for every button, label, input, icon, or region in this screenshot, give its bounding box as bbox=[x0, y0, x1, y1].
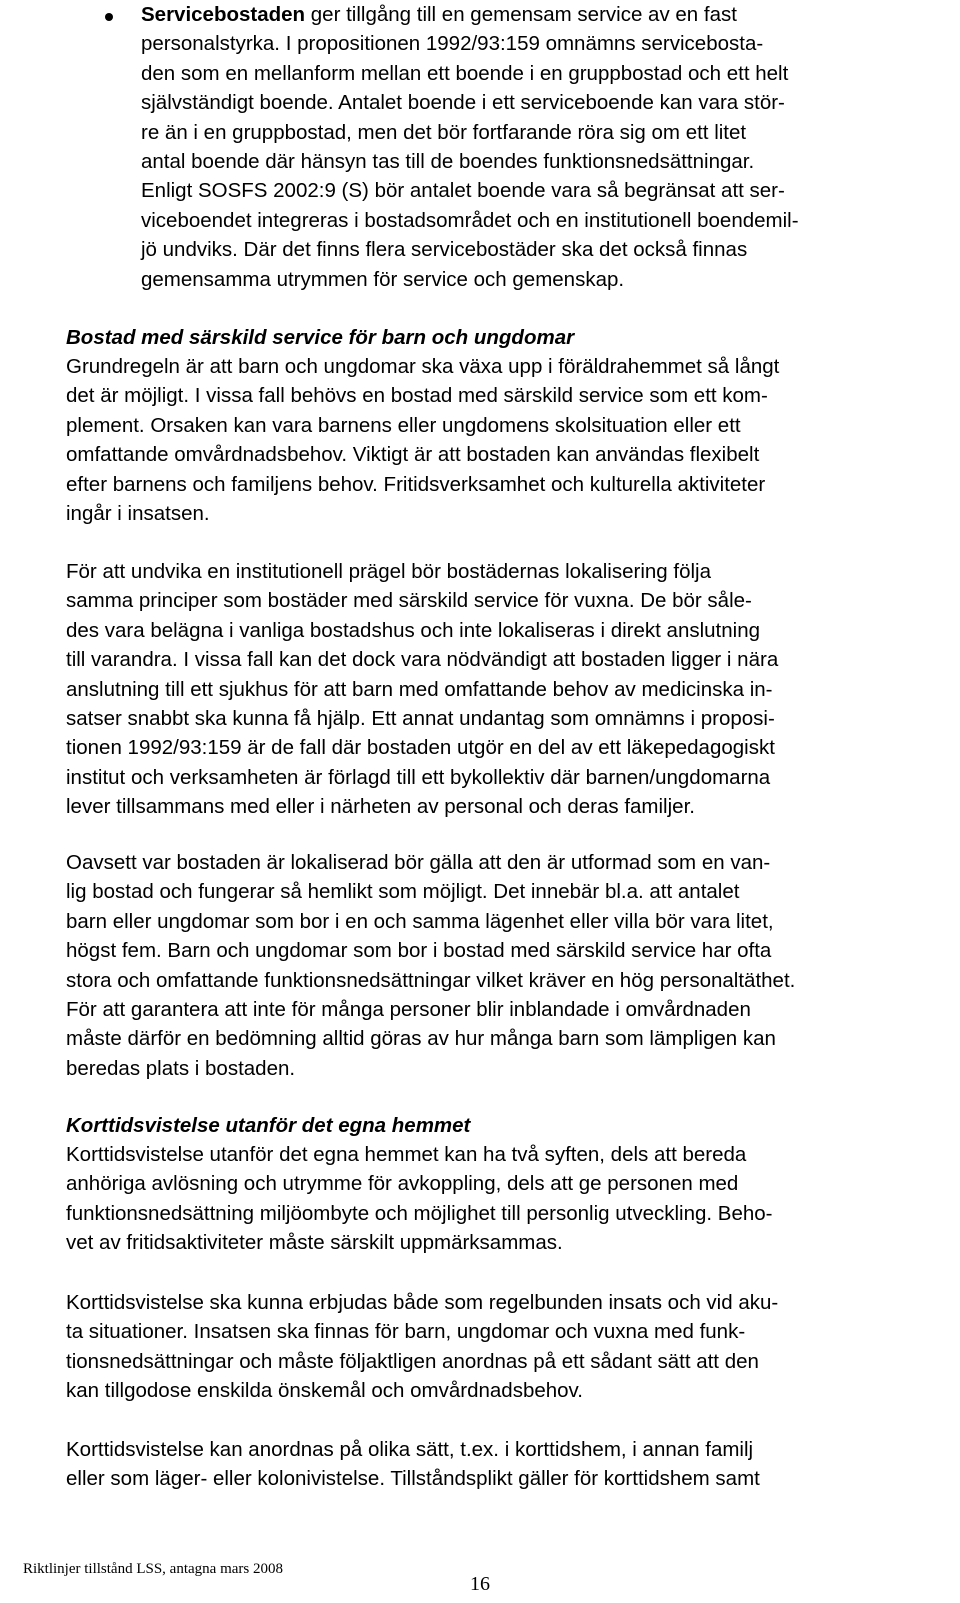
text-line: Servicebostaden ger tillgång till en gemensam service av en fast bbox=[141, 3, 737, 26]
paragraph bbox=[66, 557, 946, 822]
paragraph bbox=[66, 352, 946, 528]
page-number: 16 bbox=[470, 1573, 490, 1595]
text-line: det är möjligt. I vissa fall behövs en bostad med särskild service som ett kom- bbox=[66, 384, 768, 408]
text-line: Enligt SOSFS 2002:9 (S) bör antalet boende vara så begränsat att ser- bbox=[141, 179, 785, 203]
section-heading-korttidsvistelse: Korttidsvistelse utanför det egna hemmet bbox=[66, 1114, 471, 1137]
text-line: tionen 1992/93:159 är de fall där bostaden utgör en del av ett läkepedagogiskt bbox=[66, 736, 775, 760]
text-line: För att garantera att inte för många personer blir inblandade i omvårdnaden bbox=[66, 998, 751, 1022]
text-line: Oavsett var bostaden är lokaliserad bör gälla att den är utformad som en van- bbox=[66, 851, 771, 874]
text-line: Grundregeln är att barn och ungdomar ska växa upp i föräldrahemmet så långt bbox=[66, 355, 780, 378]
text-line: Korttidsvistelse kan anordnas på olika sätt, t.ex. i korttidshem, i annan familj bbox=[66, 1438, 754, 1461]
text-line: lever tillsammans med eller i närheten av personal och deras familjer. bbox=[66, 795, 695, 819]
text-line: funktionsnedsättning miljöombyte och möjlighet till personlig utveckling. Beho- bbox=[66, 1201, 773, 1225]
text-line: För att undvika en institutionell prägel bör bostädernas lokalisering följa bbox=[66, 560, 711, 583]
text-line: högst fem. Barn och ungdomar som bor i bostad med särskild service har ofta bbox=[66, 939, 772, 963]
text-line: anslutning till ett sjukhus för att barn med omfattande behov av medicinska in- bbox=[66, 677, 773, 701]
text-line: självständigt boende. Antalet boende i ett serviceboende kan vara stör- bbox=[141, 91, 785, 115]
text-line: tionsnedsättningar och måste följaktligen anordnas på ett sådant sätt att den bbox=[66, 1349, 759, 1373]
text-line: gemensamma utrymmen för service och gemenskap. bbox=[141, 267, 625, 291]
paragraph bbox=[66, 1435, 946, 1494]
text-line: ta situationer. Insatsen ska finnas för barn, ungdomar och vuxna med funk- bbox=[66, 1320, 746, 1344]
text-line: måste därför en bedömning alltid göras av hur många barn som lämpligen kan bbox=[66, 1027, 776, 1051]
paragraph bbox=[66, 1288, 946, 1406]
text-line: kan tillgodose enskilda önskemål och omvårdnadsbehov. bbox=[66, 1379, 583, 1403]
section-heading-barn-ungdomar: Bostad med särskild service för barn och ungdomar bbox=[66, 326, 575, 349]
paragraph bbox=[66, 848, 946, 1083]
footer-document-title: Riktlinjer tillstånd LSS, antagna mars 2008 bbox=[23, 1561, 283, 1577]
text-line: ingår i insatsen. bbox=[66, 502, 210, 526]
text-line: efter barnens och familjens behov. Fritidsverksamhet och kulturella aktiviteter bbox=[66, 472, 766, 496]
text-line: den som en mellanform mellan ett boende i en gruppbostad och ett helt bbox=[141, 61, 789, 85]
text-line: lig bostad och fungerar så hemlikt som möjligt. Det innebär bl.a. att antalet bbox=[66, 880, 740, 904]
text-line: anhöriga avlösning och utrymme för avkoppling, dels att ge personen med bbox=[66, 1172, 739, 1196]
text-line: eller som läger- eller kolonivistelse. Tillståndsplikt gäller för korttidshem samt bbox=[66, 1467, 760, 1491]
bullet-term: Servicebostaden bbox=[141, 3, 306, 26]
bullet-dot bbox=[105, 13, 113, 21]
text-line: Korttidsvistelse ska kunna erbjudas både som regelbunden insats och vid aku- bbox=[66, 1291, 779, 1314]
text-line: vet av fritidsaktiviteter måste särskilt uppmärksammas. bbox=[66, 1231, 563, 1255]
paragraph bbox=[66, 1140, 946, 1258]
text-line: re än i en gruppbostad, men det bör fortfarande röra sig om ett litet bbox=[141, 120, 747, 144]
text-line: barn eller ungdomar som bor i en och samma lägenhet eller villa bör vara litet, bbox=[66, 909, 774, 933]
text-line: viceboendet integreras i bostadsområdet och en institutionell boendemil- bbox=[141, 208, 799, 232]
text-line: beredas plats i bostaden. bbox=[66, 1056, 296, 1080]
text-line: personalstyrka. I propositionen 1992/93:159 omnämns servicebosta- bbox=[141, 32, 764, 56]
text-line: till varandra. I vissa fall kan det dock vara nödvändigt att bostaden ligger i nära bbox=[66, 648, 779, 672]
text-line: Korttidsvistelse utanför det egna hemmet kan ha två syften, dels att bereda bbox=[66, 1143, 747, 1166]
text-line: institut och verksamheten är förlagd till ett bykollektiv där barnen/ungdomarna bbox=[66, 765, 771, 789]
text-line: satser snabbt ska kunna få hjälp. Ett annat undantag som omnämns i proposi- bbox=[66, 707, 775, 731]
bullet-paragraph bbox=[141, 0, 941, 294]
text-line: jö undviks. Där det finns flera servicebostäder ska det också finnas bbox=[141, 238, 748, 262]
text-line: antal boende där hänsyn tas till de boendes funktionsnedsättningar. bbox=[141, 150, 755, 174]
text-line: omfattande omvårdnadsbehov. Viktigt är att bostaden kan användas flexibelt bbox=[66, 443, 760, 467]
text-line: des vara belägna i vanliga bostadshus och inte lokaliseras i direkt anslutning bbox=[66, 618, 761, 642]
text-line: plement. Orsaken kan vara barnens eller ungdomens skolsituation eller ett bbox=[66, 413, 741, 437]
text-line: samma principer som bostäder med särskild service för vuxna. De bör såle- bbox=[66, 589, 752, 613]
text-line: stora och omfattande funktionsnedsättningar vilket kräver en hög personaltäthet. bbox=[66, 968, 796, 992]
